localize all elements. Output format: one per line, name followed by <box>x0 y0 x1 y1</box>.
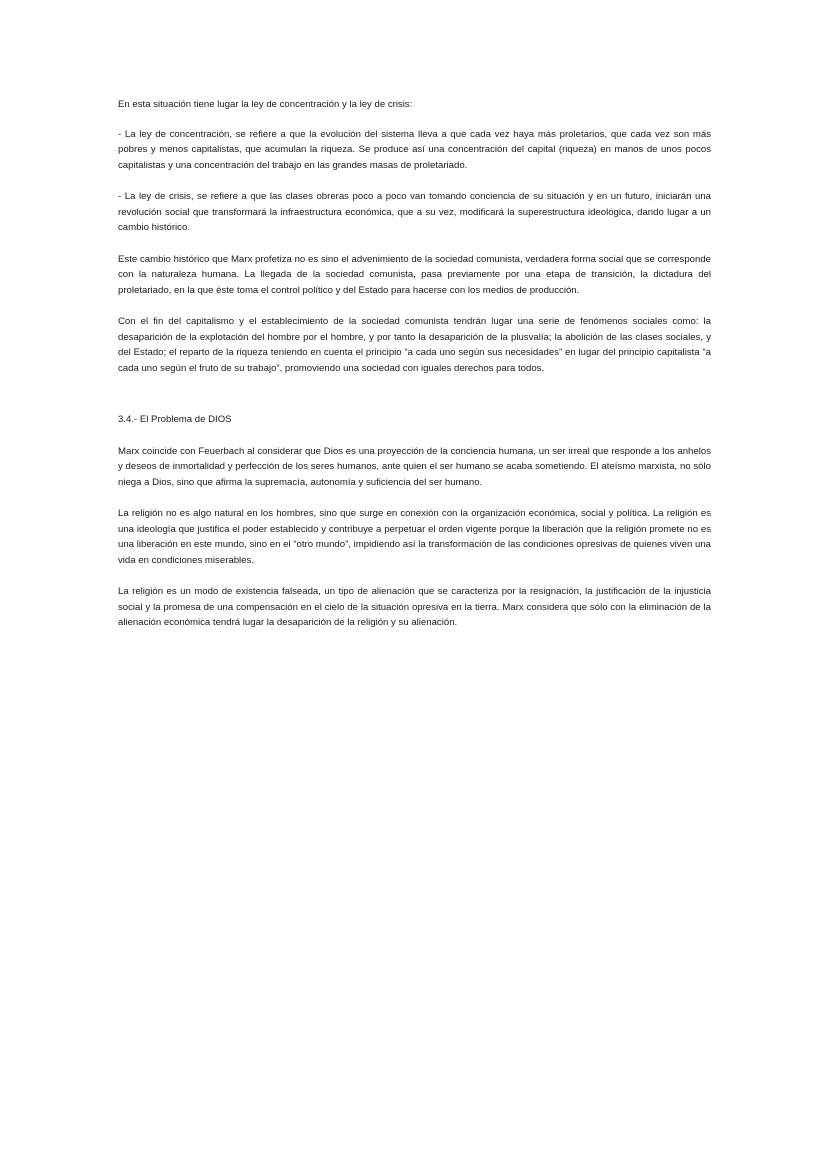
intro-paragraph: En esta situación tiene lugar la ley de concentración y la ley de crisis: <box>118 99 413 110</box>
paragraph-fin-capitalismo: Con el fin del capitalismo y el establecimiento de la sociedad comunista tendrán lugar una serie de fenómenos sociales como: la desaparición de la explotación del hombre por el hombre, y por tanto la desaparición de la plusvalía; la abolición de las clases sociales, y del Estado; el reparto de la riqueza teniendo en cuenta el principio “a cada uno según sus necesidades” en lugar del principio capitalista “a cada uno según el fruto de su trabajo”, promoviendo una sociedad con iguales derechos para todos. <box>118 316 711 374</box>
paragraph-ley-concentracion: - La ley de concentración, se refiere a que la evolución del sistema lleva a que cada vez haya más proletarios, que cada vez son más pobres y menos capitalistas, que acumulan la riqueza. Se produce así una concentración del capital (riqueza) en manos de unos pocos capitalistas y una concentración del trabajo en las grandes masas de proletariado. <box>118 128 711 171</box>
document-body <box>118 97 711 647</box>
paragraph-religion-alienacion: La religión es un modo de existencia falseada, un tipo de alienación que se caracteriza por la resignación, la justificación de la injusticia social y la promesa de una compensación en el cielo de la situación opresiva en la tierra. Marx considera que sólo con la eliminación de la alienación económica tendrá lugar la desaparición de la religión y su alienación. <box>118 586 711 628</box>
section-heading: 3.4.- El Problema de DIOS <box>118 414 232 425</box>
paragraph-cambio-historico: Este cambio histórico que Marx profetiza no es sino el advenimiento de la sociedad comunista, verdadera forma social que se corresponde con la naturaleza humana. La llegada de la sociedad comunista, pasa previamente por una etapa de transición, la dictadura del proletariado, en la que éste toma el control político y del Estado para hacerse con los medios de producción. <box>118 253 711 296</box>
paragraph-ley-crisis: - La ley de crisis, se refiere a que las clases obreras poco a poco van tomando conciencia de su situación y en un futuro, iniciarán una revolución social que transformará la infraestructura económica, que a su vez, modificará la superestructura ideológica, dando lugar a un cambio histórico. <box>118 191 711 233</box>
paragraph-marx-feuerbach: Marx coincide con Feuerbach al considerar que Dios es una proyección de la conciencia humana, un ser irreal que responde a los anhelos y deseos de inmortalidad y perfección de los seres humanos, ante quien el ser humano se acaba sometiendo. El ateísmo marxista, no sólo niega a Dios, sino que afirma la supremacía, autonomía y suficiencia del ser humano. <box>118 445 711 488</box>
paragraph-religion-ideologia: La religión no es algo natural en los hombres, sino que surge en conexión con la organización económica, social y política. La religión es una ideología que justifica el poder establecido y contribuye a perpetuar el orden vigente porque la liberación que la religión promete no es una liberación en este mundo, sino en el “otro mundo”, impidiendo así la transformación de las condiciones opresivas de quienes viven una vida en condiciones miserables. <box>118 508 711 566</box>
